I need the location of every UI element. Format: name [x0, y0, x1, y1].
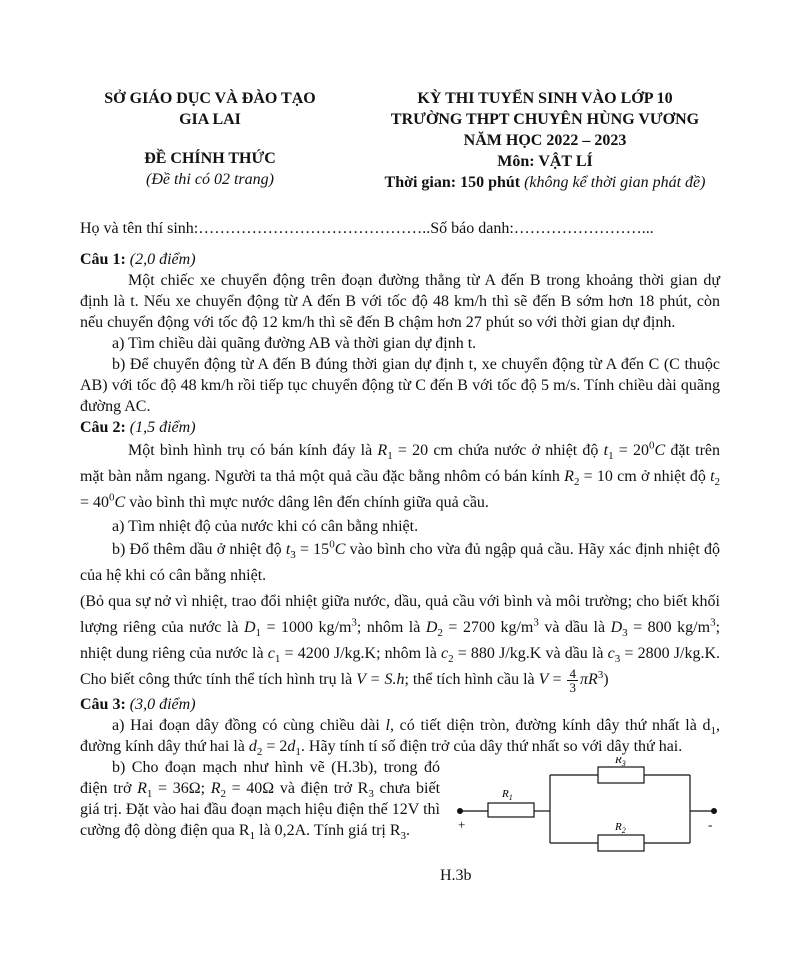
header-right [350, 88, 740, 193]
label-r1: $R_1$ [502, 788, 513, 802]
terminal-minus [711, 808, 717, 814]
resistor-r3 [598, 767, 644, 783]
figure-label: H.3b [440, 867, 472, 884]
question-1-title: Câu 1: (2,0 điểm) [80, 251, 196, 268]
label-r3: $R_3$ [615, 757, 626, 768]
page-count-note: (Đề thi có 02 trang) [146, 171, 274, 188]
question-2-notes: (Bỏ qua sự nở vì nhiệt, trao đổi nhiệt giữa nước, dầu, quả cầu với bình và môi trường; cho biết khối lượng riêng của nước là $D_1 = 1000$ $kg/m^3$; nhôm là $D_2 = 2700$ $kg/m^3$ và dầu là $D_3 = 800$ $kg/m^3$; nhiệt dung riêng của nước là $c_1 = 4200$ J/kg.K; nhôm là $c_2 = 880$ J/kg.K và dầu là $c_3 = 2800$ J/kg.K. Cho biết công thức tính thể tích hình trụ là V = S.h; thể tích hình cầu là V = $\frac{4}{3}$ $\pi R^3$) [80, 593, 721, 695]
exam-header [80, 88, 720, 198]
question-2a: a) Tìm nhiệt độ của nước khi có cân bằng nhiệt. [112, 518, 419, 535]
terminal-plus [457, 808, 463, 814]
question-1a: a) Tìm chiều dài quãng đường AB và thời gian dự định t. [112, 335, 477, 352]
question-3a: a) Hai đoạn dây đồng có cùng chiều dài l, có tiết diện tròn, đường kính dây thứ nhất là $d_1$, đường kính dây thứ hai là $d_2 = 2d_1$. Hãy tính tí số điện trở của dây thứ nhất so với dây thứ hai. [80, 717, 721, 759]
exam-title: KỲ THI TUYỂN SINH VÀO LỚP 10 [417, 90, 673, 107]
candidate-info-line [80, 218, 720, 239]
question-2b: b) Đổ thêm dầu ở nhiệt độ $t_3 = 15^0C$ vào bình cho vừa đủ ngập quả cầu. Hãy xác định nhiệt độ của hệ khi có cân bằng nhiệt. [80, 538, 721, 584]
header-left [80, 88, 340, 190]
official-exam-label: ĐỀ CHÍNH THỨC [144, 150, 276, 167]
school-name: TRƯỜNG THPT CHUYÊN HÙNG VƯƠNG [390, 111, 700, 128]
question-1b: b) Để chuyển động từ A đến B đúng thời gian dự định t, xe chuyển động từ A đến C (C thuộc AB) với tốc độ 48 km/h rồi tiếp tục chuyển động từ C đến B với tốc độ 5 m/s. Tính chiều dài quãng đường AC. [80, 356, 720, 415]
minus-label: - [708, 817, 713, 832]
province-name: GIA LAI [179, 111, 241, 128]
circuit-diagram [450, 757, 720, 877]
department-name: SỞ GIÁO DỤC VÀ ĐÀO TẠO [104, 90, 316, 107]
resistor-r1 [488, 803, 534, 817]
candidate-name-field: Họ và tên thí sinh:…………………………………….. [80, 220, 431, 237]
exam-duration: Thời gian: 150 phút (không kể thời gian phát đề) [384, 174, 706, 191]
question-2-title: Câu 2: (1,5 điểm) [80, 419, 196, 436]
question-2-text: Một bình hình trụ có bán kính đáy là $R_1 = 20$ cm chứa nước ở nhiệt độ $t_1 = 20^0C$ đặt trên mặt bàn nằm ngang. Người ta thả một quả cầu đặc bằng nhôm có bán kính $R_2 = 10$ cm ở nhiệt độ $t_2 = 40^0C$ vào bình thì mực nước dâng lên đến chính giữa quả cầu. [80, 439, 721, 511]
circuit-figure [440, 757, 720, 884]
subject: Môn: VẬT LÍ [497, 153, 593, 170]
question-3-title: Câu 3: (3,0 điểm) [80, 696, 196, 713]
school-year: NĂM HỌC 2022 – 2023 [463, 132, 627, 149]
question-3b-block [80, 757, 720, 884]
label-r2: $R_2$ [615, 821, 626, 835]
candidate-id-field: Số báo danh:……………………... [430, 220, 654, 237]
resistor-r2 [598, 835, 644, 851]
question-1-text: Một chiếc xe chuyển động trên đoạn đường thẳng từ A đến B trong khoảng thời gian dự định là t. Nếu xe chuyển động từ A đến B với tốc độ 48 km/h thì sẽ đến B sớm hơn 18 phút, còn nếu chuyển động với tốc độ 12 km/h thì sẽ đến B chậm hơn 27 phút so với thời gian dự định. [80, 272, 720, 331]
question-3b: b) Cho đoạn mạch như hình vẽ (H.3b), trong đó điện trở $R_1 = 36\Omega$; $R_2 = 40\Omega$ và điện trở $R_3$ chưa biết giá trị. Đặt vào hai đầu đoạn mạch hiệu điện thế 12V thì cường độ dòng điện qua $R_1$ là 0,2A. Tính giá trị $R_3$. [80, 759, 441, 843]
plus-label: + [458, 817, 466, 832]
